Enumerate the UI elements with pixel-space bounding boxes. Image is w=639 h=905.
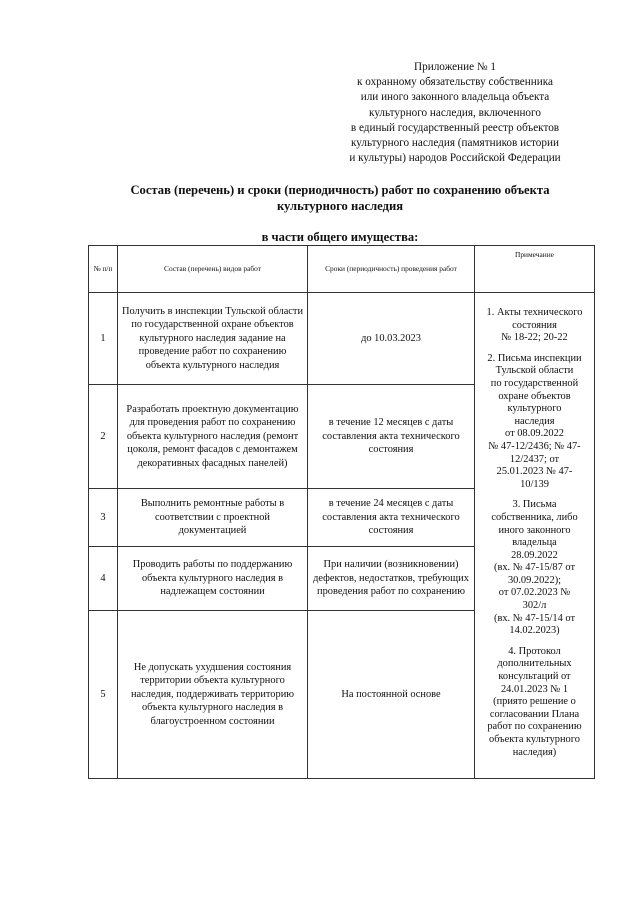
appendix-line: в единый государственный реестр объектов [350,121,560,134]
header-note: Примечание [475,246,595,293]
table-header-row [89,246,595,293]
note-line: (приято решение о [493,696,576,708]
note-line: культурного [507,403,562,415]
note-line: Тульской области [495,365,574,377]
note-line: 10/139 [520,478,549,490]
note-line: 2. Письма инспекции [487,352,582,364]
note-line: 28.09.2022 [511,549,558,561]
row-work: Получить в инспекции Тульской области по государственной охране объектов культурного наследия задание на проведение работ по сохранению объекта культурного наследия [118,293,308,385]
note-line: 4. Протокол [508,645,561,657]
document-title [60,182,620,214]
row-num: 5 [89,611,118,779]
row-term: в течение 12 месяцев с даты составления акта технического состояния [308,385,475,489]
note-line: 3. Письма [512,499,557,511]
header-num: № п/п [89,246,118,293]
note-line: 302/л [522,600,547,612]
appendix-header [300,60,610,166]
note-line: от 08.09.2022 [505,428,564,440]
note-block [477,307,592,345]
note-line: 24.01.2023 № 1 [500,683,569,695]
note-line: 30.09.2022); [507,574,562,586]
header-terms: Сроки (периодичность) проведения работ [308,246,475,293]
note-block [477,353,592,492]
header-works: Состав (перечень) видов работ [118,246,308,293]
note-cell [475,293,595,779]
note-line: консультаций от [498,671,571,683]
appendix-line: к охранному обязательству собственника [357,76,553,89]
title-line: Состав (перечень) и сроки (периодичность) работ по сохранению объекта [130,183,550,197]
note-line: иного законного [498,524,571,536]
appendix-line: и культуры) народов Российской Федерации [349,152,561,165]
row-num: 3 [89,489,118,547]
note-line: (вх. № 47-15/87 от [494,562,575,574]
section-subtitle: в части общего имущества: [261,230,419,244]
note-line: охране объектов [498,390,571,402]
appendix-line: Приложение № 1 [414,61,496,73]
note-line: владельца [512,537,557,549]
note-line: работ по сохранению [487,721,582,733]
row-num: 2 [89,385,118,489]
note-line: состояния [512,319,557,331]
row-work: Разработать проектную документацию для проведения работ по сохранению объекта культурного наследия (ремонт цоколя, ремонт фасадов с демонтажем декоративных фасадных панелей) [118,385,308,489]
note-line: по государственной [490,377,579,389]
note-line: (вх. № 47-15/14 от [494,612,575,624]
title-line: культурного наследия [276,199,404,213]
note-line: от 07.02.2023 № [498,587,571,599]
note-block [477,646,592,759]
row-work: Не допускать ухудшения состояния территории объекта культурного наследия, поддерживать территорию объекта культурного наследия в благоустроенном состоянии [118,611,308,779]
row-num: 1 [89,293,118,385]
note-block [477,499,592,638]
note-line: № 47-12/2436; № 47- [488,440,581,452]
note-line: 14.02.2023) [509,625,560,637]
note-line: 25.01.2023 № 47- [496,466,573,478]
appendix-line: или иного законного владельца объекта [360,91,550,104]
note-line: собственника, либо [491,511,578,523]
row-term: При наличии (возникновении) дефектов, недостатков, требующих проведения работ по сохранению [308,547,475,611]
works-table [88,245,595,779]
row-term: в течение 24 месяцев с даты составления акта технического состояния [308,489,475,547]
row-work: Выполнить ремонтные работы в соответствии с проектной документацией [118,489,308,547]
note-line: № 18-22; 20-22 [501,332,568,344]
appendix-line: культурного наследия, включенного [369,106,541,119]
row-term: до 10.03.2023 [308,293,475,385]
row-term: На постоянной основе [308,611,475,779]
note-line: 12/2437; от [509,453,560,465]
row-num: 4 [89,547,118,611]
note-line: наследия [514,415,555,427]
appendix-line: культурного наследия (памятников истории [351,137,559,150]
note-line: согласовании Плана [489,708,580,720]
note-line: дополнительных [497,658,572,670]
note-line: объекта культурного [489,734,580,745]
table-row [89,293,595,385]
note-line: 1. Акты технического [486,307,583,318]
row-work: Проводить работы по поддержанию объекта культурного наследия в надлежащем состоянии [118,547,308,611]
note-line: наследия) [512,746,557,758]
